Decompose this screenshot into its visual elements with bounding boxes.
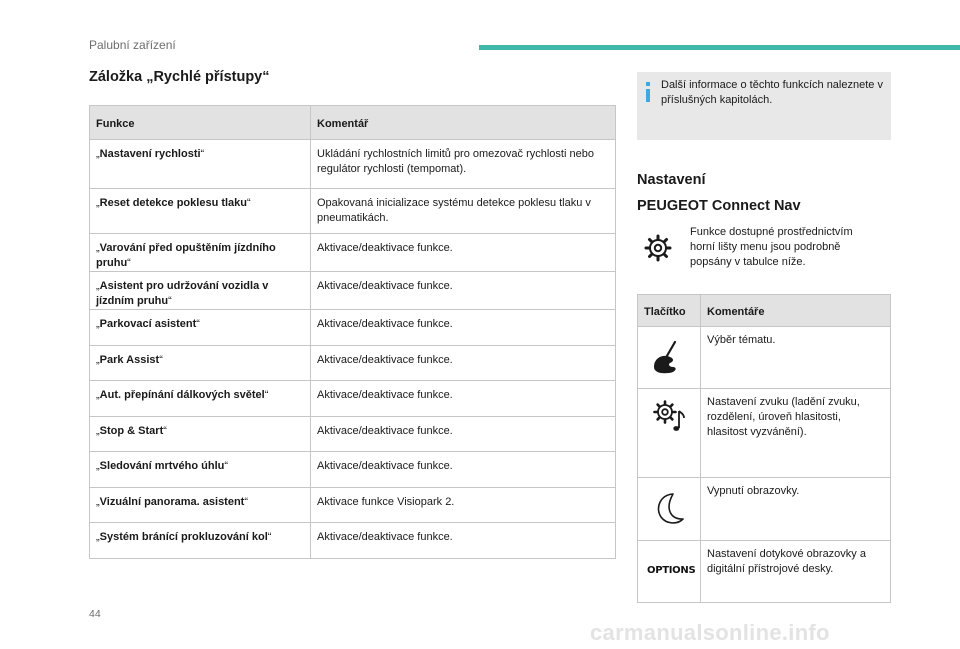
table-row — [90, 189, 616, 234]
function-name: Sledování mrtvého úhlu — [99, 460, 225, 472]
function-name: Asistent pro udržování vozidla v jízdním pruhu — [96, 280, 269, 307]
info-note-text: Další informace o těchto funkcích naleznete v příslušných kapitolách. — [661, 79, 883, 106]
header-accent-bar — [479, 45, 960, 50]
function-comment: Ukládání rychlostních limitů pro omezovač rychlosti nebo regulátor rychlosti (tempomat). — [311, 140, 616, 189]
gear-icon — [643, 233, 673, 263]
function-name: Parkovací asistent — [99, 318, 197, 330]
function-comment: Aktivace/deaktivace funkce. — [311, 310, 616, 346]
info-icon — [645, 82, 651, 102]
table-row — [90, 272, 616, 310]
function-name: Park Assist — [99, 354, 160, 366]
table-row — [638, 478, 891, 541]
table-row — [638, 389, 891, 478]
settings-subheading: PEUGEOT Connect Nav — [637, 198, 801, 214]
table-row — [90, 488, 616, 523]
column-header-tlacitko: Tlačítko — [638, 295, 701, 327]
function-name-cell: „Park Assist“ — [90, 346, 311, 381]
function-name-cell: „Reset detekce poklesu tlaku“ — [90, 189, 311, 234]
function-name: Nastavení rychlosti — [99, 148, 201, 160]
buttons-table — [637, 294, 891, 603]
function-name-cell: „Parkovací asistent“ — [90, 310, 311, 346]
function-comment: Aktivace/deaktivace funkce. — [311, 381, 616, 417]
function-name-cell: „Asistent pro udržování vozidla v jízdním pruhu“ — [90, 272, 311, 310]
table-row — [90, 346, 616, 381]
page-header-title: Palubní zařízení — [89, 38, 176, 52]
function-comment: Aktivace/deaktivace funkce. — [311, 346, 616, 381]
section-title: Záložka „Rychlé přístupy“ — [89, 69, 270, 85]
function-comment: Aktivace/deaktivace funkce. — [311, 272, 616, 310]
function-comment: Aktivace/deaktivace funkce. — [311, 417, 616, 452]
function-name-cell: „Nastavení rychlosti“ — [90, 140, 311, 189]
function-name: Systém bránící prokluzování kol — [99, 531, 268, 543]
button-comment: Nastavení dotykové obrazovky a digitální přístrojové desky. — [701, 541, 891, 603]
function-name-cell: „Varování před opuštěním jízdního pruhu“ — [90, 234, 311, 272]
settings-description: Funkce dostupné prostřednictvím horní lišty menu jsou podrobně popsány v tabulce níže. — [690, 226, 853, 268]
table-row — [90, 234, 616, 272]
palette-icon — [650, 339, 688, 377]
button-icon-cell — [638, 541, 701, 603]
function-name: Reset detekce poklesu tlaku — [99, 197, 248, 209]
function-name: Aut. přepínání dálkových světel — [99, 389, 265, 401]
column-header-komentar: Komentář — [311, 106, 616, 140]
button-icon-cell — [638, 478, 701, 541]
button-comment: Nastavení zvuku (ladění zvuku, rozdělení, úroveň hlasitosti, hlasitost vyzvánění). — [701, 389, 891, 478]
button-icon-cell — [638, 389, 701, 478]
function-comment: Aktivace/deaktivace funkce. — [311, 452, 616, 488]
table-row — [90, 310, 616, 346]
column-header-funkce: Funkce — [90, 106, 311, 140]
function-comment: Aktivace/deaktivace funkce. — [311, 523, 616, 559]
function-name: Vizuální panorama. asistent — [99, 496, 245, 508]
button-icon-cell — [638, 327, 701, 389]
button-comment: Vypnutí obrazovky. — [701, 478, 891, 541]
options-label: OPTIONS — [647, 565, 696, 576]
gear-music-note-icon — [650, 397, 688, 435]
function-name: Stop & Start — [99, 425, 164, 437]
table-row — [90, 140, 616, 189]
functions-table — [89, 105, 616, 559]
function-name-cell: „Sledování mrtvého úhlu“ — [90, 452, 311, 488]
function-name-cell: „Stop & Start“ — [90, 417, 311, 452]
table-row — [638, 541, 891, 603]
function-name-cell: „Aut. přepínání dálkových světel“ — [90, 381, 311, 417]
table-row — [90, 523, 616, 559]
function-comment: Aktivace/deaktivace funkce. — [311, 234, 616, 272]
table-header-row — [638, 295, 891, 327]
table-row — [90, 417, 616, 452]
table-row — [90, 381, 616, 417]
settings-heading: Nastavení — [637, 172, 706, 188]
function-name-cell: „Systém bránící prokluzování kol“ — [90, 523, 311, 559]
function-name-cell: „Vizuální panorama. asistent“ — [90, 488, 311, 523]
function-name: Varování před opuštěním jízdního pruhu — [96, 242, 276, 269]
function-comment: Aktivace funkce Visiopark 2. — [311, 488, 616, 523]
table-header-row — [90, 106, 616, 140]
table-row — [90, 452, 616, 488]
button-comment: Výběr tématu. — [701, 327, 891, 389]
table-row — [638, 327, 891, 389]
function-comment: Opakovaná inicializace systému detekce poklesu tlaku v pneumatikách. — [311, 189, 616, 234]
info-note-box — [637, 72, 891, 140]
watermark: carmanualsonline.info — [590, 620, 830, 645]
moon-icon — [650, 490, 688, 528]
page-number: 44 — [89, 608, 101, 620]
column-header-komentare: Komentáře — [701, 295, 891, 327]
